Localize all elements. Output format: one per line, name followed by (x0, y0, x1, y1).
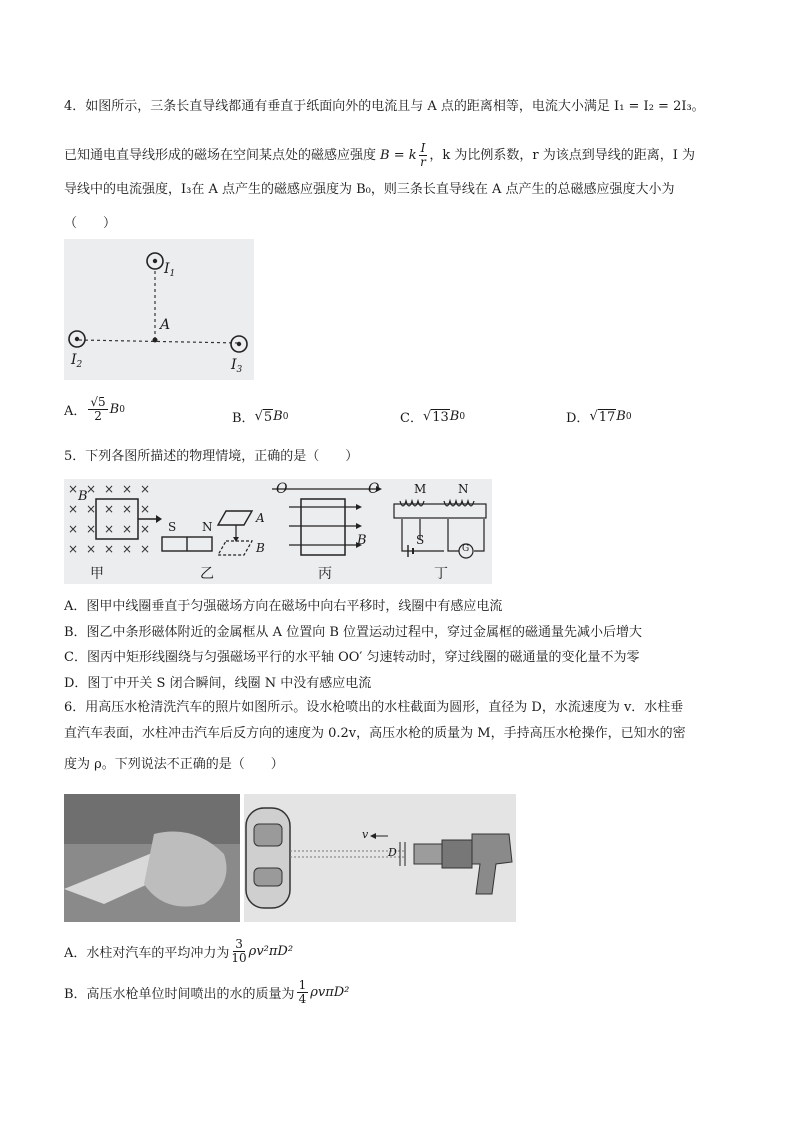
q6-water-gun-diagram (64, 794, 516, 922)
svg-text:×: × (86, 482, 97, 496)
q4-answer-blank: （ ） (64, 216, 117, 231)
q4-line2-text-b: ，k 为比例系数，r 为该点到导线的距离，I 为 (429, 147, 695, 163)
q5-option-d[interactable]: D．图丁中开关 S 闭合瞬间，线圈 N 中没有感应电流 (64, 676, 372, 691)
svg-text:×: × (140, 522, 151, 536)
fig-yi-n-label: N (202, 520, 213, 534)
point-a-dot (153, 338, 158, 343)
q6-option-a-fraction: $\frac{3}{10}$ (231, 937, 247, 965)
q4-option-c[interactable]: C． √ 13 B 0 (400, 409, 466, 426)
fig-bing-o-label: O (276, 481, 288, 497)
fig-yi-b-label: B (256, 541, 265, 555)
water-gun-icon (472, 834, 512, 894)
svg-text:×: × (68, 542, 79, 556)
q6-line3: 度为 ρ。下列说法不正确的是（ ） (64, 757, 284, 772)
fig-bing-b-label: B (357, 533, 367, 548)
q4-line1: 4．如图所示，三条长直导线都通有垂直于纸面向外的电流且与 A 点的距离相等，电流大小满足 I₁ = I₂ = 2I₃。 (64, 99, 705, 114)
q4-wire-figure (64, 239, 254, 380)
fig-ding-m-label: M (414, 482, 427, 496)
q4-wire-diagram (64, 239, 254, 380)
svg-text:×: × (104, 482, 115, 496)
svg-text:×: × (68, 522, 79, 536)
q4-option-a[interactable]: A． $\frac{√5}{2}$ B 0 (64, 395, 125, 423)
q4-line2-text-a: 已知通电直导线形成的磁场在空间某点处的磁感应强度 (64, 147, 377, 163)
svg-text:×: × (122, 482, 133, 496)
q4-option-a-fraction: $\frac{√5}{2}$ (90, 395, 106, 423)
label-i2: $I_2$ (71, 352, 83, 370)
q5-option-b[interactable]: B．图乙中条形磁体附近的金属框从 A 位置向 B 位置运动过程中，穿过金属框的磁通量先减小后增大 (64, 625, 643, 640)
fig-ding-g-label: G (462, 544, 470, 554)
q4-formula-fraction (419, 142, 428, 169)
fig-ding-s-label: S (416, 533, 425, 547)
q6-option-b[interactable]: B．高压水枪单位时间喷出的水的质量为 $\frac{1}{4}$ ρvπD² (64, 978, 350, 1006)
fig-bing-o2-label: O (368, 481, 380, 497)
svg-text:×: × (122, 542, 133, 556)
svg-text:×: × (86, 542, 97, 556)
q6-line1: 6．用高压水枪清洗汽车的照片如图所示。设水枪喷出的水柱截面为圆形，直径为 D，水流速度为 v．水柱垂 (64, 700, 684, 715)
svg-text:×: × (68, 502, 79, 516)
q5-option-a[interactable]: A．图甲中线圈垂直于匀强磁场方向在磁场中向右平移时，线圈中有感应电流 (64, 599, 503, 614)
q4-formula-lhs: B = k (380, 147, 417, 163)
svg-text:×: × (140, 542, 151, 556)
label-a: A (160, 317, 171, 333)
q4-option-b[interactable]: B． √ 5 B 0 (232, 409, 289, 426)
fig-ding-n-label: N (458, 482, 469, 496)
label-d: D (388, 846, 397, 859)
svg-text:×: × (140, 502, 151, 516)
svg-text:×: × (86, 502, 97, 516)
fig-bing-label: 丙 (318, 566, 332, 582)
q4-line2 (64, 142, 695, 169)
q4-formula-denominator: r (420, 155, 426, 169)
fig-jia-label: 甲 (90, 566, 104, 582)
fig-yi-a-label: A (256, 511, 265, 525)
svg-text:×: × (68, 482, 79, 496)
svg-text:×: × (122, 502, 133, 516)
q6-line2: 直汽车表面，水柱冲击汽车后反方向的速度为 0.2v，高压水枪的质量为 M，手持高压水枪操作，已知水的密 (64, 726, 686, 741)
fig-ding-label: 丁 (434, 566, 448, 582)
fig-yi-label: 乙 (200, 566, 214, 582)
q6-option-a[interactable]: A．水柱对汽车的平均冲力为 $\frac{3}{10}$ ρv²πD² (64, 937, 294, 965)
fig-jia-b-label: B (78, 489, 88, 504)
q4-option-d[interactable]: D． √ 17 B 0 (566, 409, 632, 426)
svg-text:×: × (86, 522, 97, 536)
label-i1: $I_1$ (164, 261, 176, 279)
q5-figure-strip (64, 479, 492, 584)
label-i3: $I_3$ (231, 357, 243, 375)
q6-option-b-fraction: $\frac{1}{4}$ (298, 978, 307, 1006)
car-icon (246, 808, 290, 908)
svg-text:×: × (122, 522, 133, 536)
svg-text:×: × (104, 522, 115, 536)
q6-figure (64, 794, 516, 922)
q5-option-c[interactable]: C．图丙中矩形线圈绕与匀强磁场平行的水平轴 OO′ 匀速转动时，穿过线圈的磁通量的变化量不为零 (64, 650, 640, 665)
svg-text:×: × (104, 502, 115, 516)
q5-stem: 5．下列各图所描述的物理情境，正确的是（ ） (64, 449, 359, 464)
svg-text:×: × (104, 542, 115, 556)
label-v: v (362, 828, 369, 841)
fig-yi-s-label: S (168, 520, 177, 534)
svg-text:×: × (140, 482, 151, 496)
q4-line3: 导线中的电流强度，I₃在 A 点产生的磁感应强度为 B₀，则三条长直导线在 A 点产生的总磁感应强度大小为 (64, 182, 675, 197)
q4-formula-numerator: I (420, 141, 426, 155)
